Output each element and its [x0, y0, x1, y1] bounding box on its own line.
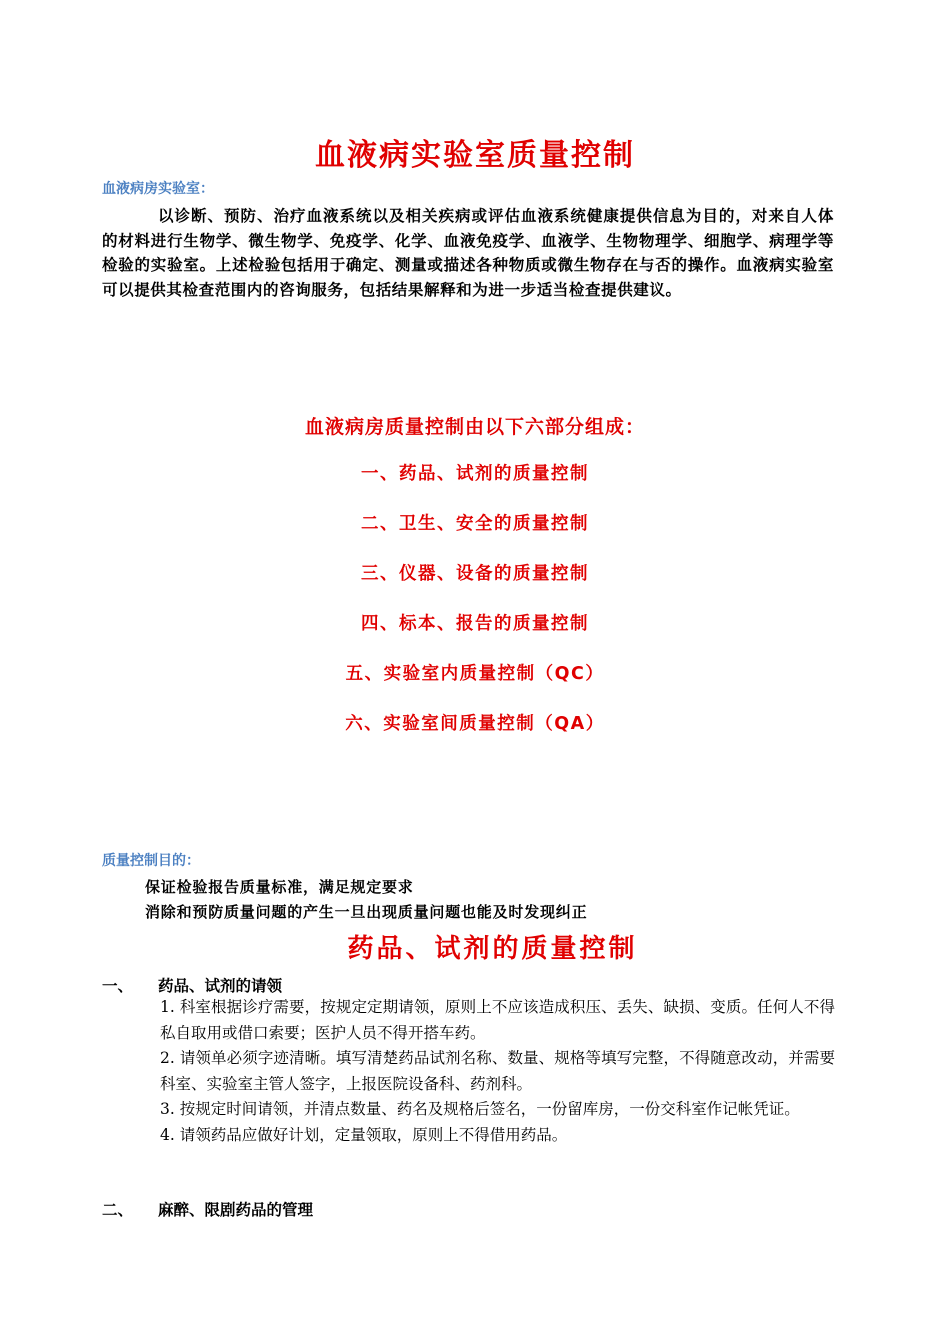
- purpose-item: 消除和预防质量问题的产生一旦出现质量问题也能及时发现纠正: [145, 903, 588, 921]
- intro-paragraph: 以诊断、预防、治疗血液系统以及相关疾病或评估血液系统健康提供信息为目的，对来自人体的材料进行生物学、微生物学、免疫学、化学、血液免疫学、血液学、生物物理学、细胞学、病理学等检验的实验室。上述检验包括用于确定、测量或描述各种物质或微生物存在与否的操作。血液病实验室可以提供其检查范围内的咨询服务，包括结果解释和为进一步适当检查提供建议。: [102, 207, 834, 299]
- heading-number: 一、: [102, 977, 134, 995]
- section-heading-1: [102, 974, 282, 996]
- heading-text: 麻醉、限剧药品的管理: [158, 1201, 314, 1219]
- purpose-item: 保证检验报告质量标准，满足规定要求: [145, 878, 414, 896]
- list-item: 4. 请领药品应做好计划，定量领取，原则上不得借用药品。: [160, 1125, 568, 1144]
- part-item: 一、药品、试剂的质量控制: [361, 464, 589, 484]
- heading-number: 二、: [102, 1201, 134, 1219]
- section-title: 药品、试剂的质量控制: [347, 934, 638, 964]
- list-item: 3. 按规定时间请领，并清点数量、药名及规格后签名，一份留库房，一份交科室作记帐凭证。: [160, 1100, 800, 1118]
- list-item: 1. 科室根据诊疗需要，按规定定期请领，原则上不应该造成积压、丢失、缺损、变质。任何人不得私自取用或借口索要；医护人员不得开搭车药。: [160, 998, 835, 1042]
- part-item: 六、实验室间质量控制（QA）: [345, 714, 605, 734]
- part-item: 二、卫生、安全的质量控制: [361, 514, 589, 534]
- part-item: 五、实验室内质量控制（QC）: [345, 664, 605, 684]
- page-title: 血液病实验室质量控制: [315, 138, 635, 173]
- lab-label: 血液病房实验室：: [102, 181, 214, 197]
- part-item: 三、仪器、设备的质量控制: [361, 564, 589, 584]
- part-item: 四、标本、报告的质量控制: [361, 614, 589, 634]
- parts-list: [0, 458, 950, 758]
- list-item: 2. 请领单必须字迹清晰。填写清楚药品试剂名称、数量、规格等填写完整，不得随意改动，并需要科室、实验室主管人签字，上报医院设备科、药剂科。: [160, 1049, 835, 1093]
- purpose-label: 质量控制目的：: [102, 853, 200, 869]
- heading-text: 药品、试剂的请领: [158, 977, 283, 995]
- section-heading-2: [102, 1198, 313, 1220]
- item-list: [160, 995, 835, 1148]
- parts-title: 血液病房质量控制由以下六部分组成：: [304, 416, 645, 438]
